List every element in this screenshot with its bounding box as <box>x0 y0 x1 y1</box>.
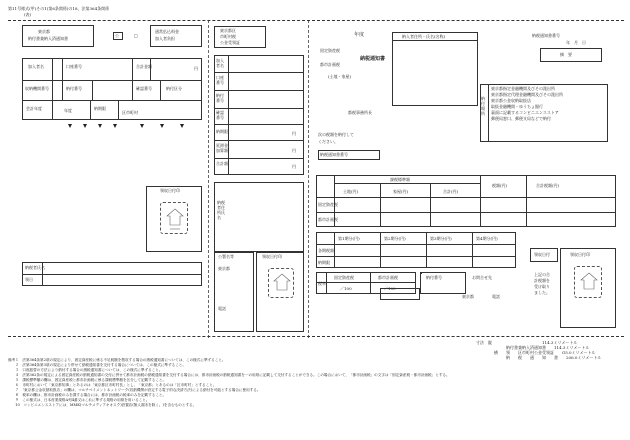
contact-label: お問合せ先 <box>472 275 492 280</box>
marker-1 <box>68 124 72 128</box>
right-stamp-label: 領収日付印 <box>570 252 590 257</box>
bottom-edge <box>8 336 624 337</box>
period-3: 第3期分(円) <box>430 236 452 241</box>
contact-office: 東京都 <box>462 294 474 299</box>
due-date-row: 納期限 <box>318 260 330 265</box>
total-tax-row: 各期税額 <box>318 248 334 253</box>
fold-line-right <box>308 20 309 338</box>
city-tax-row: 都市計画税 <box>318 217 338 222</box>
tax-office-box <box>214 252 254 332</box>
bank-5: 裏面に記載するコンビニエンスストア <box>491 110 559 115</box>
bank-receipt-1: 東京都区 <box>220 28 236 33</box>
rate-value-1: ／100 <box>340 286 352 291</box>
payer-area-box <box>214 182 304 252</box>
place-label: 納付場所 <box>481 96 485 116</box>
mid-row-3: 納付番号 <box>216 93 224 103</box>
total-amount-col: 合計税額(円) <box>536 183 560 188</box>
collector-line-1: 東京都 <box>38 29 50 34</box>
receiving-bank-label: 収納機関番号 <box>25 86 49 91</box>
tax-base-label: 課税標準額 <box>390 177 410 182</box>
confirm-no-label: 確認番号 <box>136 86 152 91</box>
rate-fixed: 固定資産税 <box>334 275 354 280</box>
designee-line-1: 通常払込料金 <box>155 29 179 34</box>
house-col: 家屋(円) <box>393 189 409 194</box>
tax-amount-col: 税額(円) <box>492 183 508 188</box>
bank-receipt-3: 公金受領証 <box>220 40 240 45</box>
mid-row-1: 加入者名 <box>216 58 224 68</box>
mid-row-5: 納期限 <box>216 129 228 134</box>
bank-6: 郵便局窓口、郵便支局などで納付 <box>491 116 551 121</box>
size-title: 寸法 縦 <box>476 340 492 345</box>
mid-row-7: 合計額 <box>216 161 228 166</box>
marker-4 <box>113 124 117 128</box>
note-3: ３ 口座振替の方法により納付する場合の納税通知書については、この様式に準ずること。 <box>8 368 163 372</box>
bank-4: 取扱金融機関・ゆうちょ銀行 <box>491 104 543 109</box>
mid-yen-3: 円 <box>292 164 296 169</box>
notice-date-label: 年 月 日 <box>566 40 586 45</box>
marker-2 <box>83 124 87 128</box>
fold-line-left <box>208 20 209 338</box>
note-4: ４ 法第362条の規定による固定資産税の納税通知書の交付に併せて都市計画税の納税通知書を交付する場合には、都市計画税の納税通知書を一の用紙に記載して交付することができる。この場合において、「都市計画税」の文字は「固定資産税・都市計画税」とする。 <box>8 373 450 377</box>
sub-category: 都市計画税 <box>320 62 340 67</box>
rate-city: 都市計画税 <box>378 275 398 280</box>
bank-3: 東京都公金収納取扱店 <box>491 98 531 103</box>
side-note-1: 上記の合 <box>534 272 550 277</box>
marker-7 <box>180 124 184 128</box>
stamp-ko: 公 <box>115 33 119 38</box>
bank-1: 東京都指定金融機関及びその派出所 <box>491 86 555 91</box>
pay-request-1: 次の税額を納付して <box>318 132 354 137</box>
land-note: (土地・家屋) <box>328 74 352 79</box>
year-title: 年度 <box>354 32 365 38</box>
settle-label: 会計年度 <box>26 106 42 111</box>
total-label: 合計金額 <box>136 64 152 69</box>
pay-number-label: 納付番号 <box>426 275 442 280</box>
payment-class-label: 納付区分 <box>166 86 182 91</box>
taxpayer-label: 納税者氏名 <box>25 265 45 270</box>
notes-block <box>8 358 624 408</box>
notice-no-label: 納税通知書番号 <box>532 33 560 38</box>
fixed-tax-row: 固定資産税 <box>318 202 338 207</box>
size-line-3: 納 税 通 知 書 206.0ミリメートル <box>506 355 602 360</box>
period-4: 第4期分(円) <box>476 236 498 241</box>
page-mark: (表) <box>24 12 32 17</box>
tax-office-label: 都税事務所長 <box>348 110 372 115</box>
mid-yen-1: 円 <box>292 131 296 136</box>
note-10: 10 コンビニエンスストアには、MMK(マルチメディアキオスク)設置店(無人端末を除く。)を含むものとする。 <box>8 403 197 407</box>
note-1: 備考１ 法第364条第2項の規定により、固定資産税に係る不足税額を徴収する場合の納税通知書については、この様式に準ずること。 <box>8 358 226 362</box>
remarks-label: 摘 要 <box>560 52 572 57</box>
supervisor-label: 公署名等 <box>218 254 234 259</box>
seal-icon-3 <box>574 266 602 298</box>
note-8: ８ 税率の欄は、都市計画税のみを課する場合には、都市計画税の税率のみを記載すること。 <box>8 393 167 397</box>
marker-5 <box>140 124 144 128</box>
side-note-3: 受け取り <box>534 284 550 289</box>
account-label: 加入者名 <box>28 64 44 69</box>
side-note-2: 計税額を <box>534 278 550 283</box>
note-7: ７ 「東京都公金収納取扱店」の欄は、マルチペイメントネットワーク(収納機関が設定する電子的な決済方法)による納付を可能とする場合に使用する。 <box>8 388 261 392</box>
side-note-4: ました。 <box>534 290 550 295</box>
confirm-number-box <box>380 288 420 300</box>
top-edge <box>8 20 624 21</box>
mid-stamp-label: 領収日付印 <box>262 254 282 259</box>
mid-row-6: 延滞金加算額 <box>216 143 228 153</box>
designee-line-2: 加入者負担 <box>155 36 175 41</box>
marker-3 <box>98 124 102 128</box>
pay-request-2: ください。 <box>318 139 338 144</box>
rate-label: 税率 <box>318 281 326 286</box>
receipt-stamp-label: 領収日付 <box>534 252 550 257</box>
date-label: 納期限 <box>94 106 106 111</box>
size-top: 114.3ミリメートル <box>542 340 578 345</box>
ward-label: 区市町村 <box>122 110 138 115</box>
notice-no-box-label: 納税通知書番号 <box>320 152 348 157</box>
size-line-2: 領 区市町村公金受領証 G5.0ミリメートル <box>506 350 596 355</box>
marker-6 <box>160 124 164 128</box>
contact-phone: 電話 <box>492 294 500 299</box>
receipt-date-label: 領日 <box>25 277 33 282</box>
size-line-1: 納付書兼納入済通知書 114.3ミリメートル <box>506 345 590 350</box>
bank-receipt-2: 市町村税 <box>220 34 236 39</box>
rate-value-2: ／100 <box>384 286 396 291</box>
form-title: 第11号様式(甲)その1(第6条関係)の18、法第364条関係 <box>8 6 110 11</box>
note-9: ９ この様式は、日本産業規格A列4番又はこれに準ずる規格の用紙を用いること。 <box>8 398 150 402</box>
notice-title: 納税通知書 <box>360 56 386 62</box>
payer-name-label: 納入者住所・氏名(名称) <box>402 34 446 39</box>
bank-2: 東京都指定代理金融機関及びその派出所 <box>491 92 563 97</box>
land-col: 土地(円) <box>343 189 359 194</box>
payer-name-box <box>392 32 478 106</box>
payer-area-label: 納税者住所氏名 <box>217 200 225 220</box>
phone-label: 電話 <box>218 306 226 311</box>
mid-row-4: 確認番号 <box>216 110 224 120</box>
seal-icon <box>160 202 188 234</box>
total-col: 合計(円) <box>443 189 459 194</box>
mid-row-2: 口座番号 <box>216 75 224 85</box>
category: 固定資産税 <box>320 48 340 53</box>
account-no-label: 口座番号 <box>66 64 82 69</box>
payer-no-label: 納付番号 <box>66 86 82 91</box>
period-2: 第2期分(円) <box>384 236 406 241</box>
year-label: 年度 <box>64 108 72 113</box>
yen-1: 円 <box>194 66 198 71</box>
note-5: ５ 課税標準額の欄は、固定資産税と都市計画税に係る課税標準額を区分して記載すること。 <box>8 378 167 382</box>
mid-yen-2: 円 <box>292 148 296 153</box>
collector-line-2: 納付書兼納入済通知書 <box>28 36 68 41</box>
period-1: 第1期分(円) <box>338 236 360 241</box>
note-2: ２ 法第364条第3項の規定により併せて納税通知書を交付する場合については、この様式に準ずること。 <box>8 363 186 367</box>
left-stamp-label: 領収日付印 <box>160 188 180 193</box>
size-side: 横 <box>494 350 498 355</box>
note-6: ６ 市町村において「東京都知事」とあるのは「東京都区市町村長」とし、「東京都」とあるのは「区市町村」とすること。 <box>8 383 217 387</box>
tax-office-name: 東京都 <box>218 266 230 271</box>
sep-mark: □ <box>134 33 138 38</box>
seal-icon-2 <box>268 268 294 298</box>
